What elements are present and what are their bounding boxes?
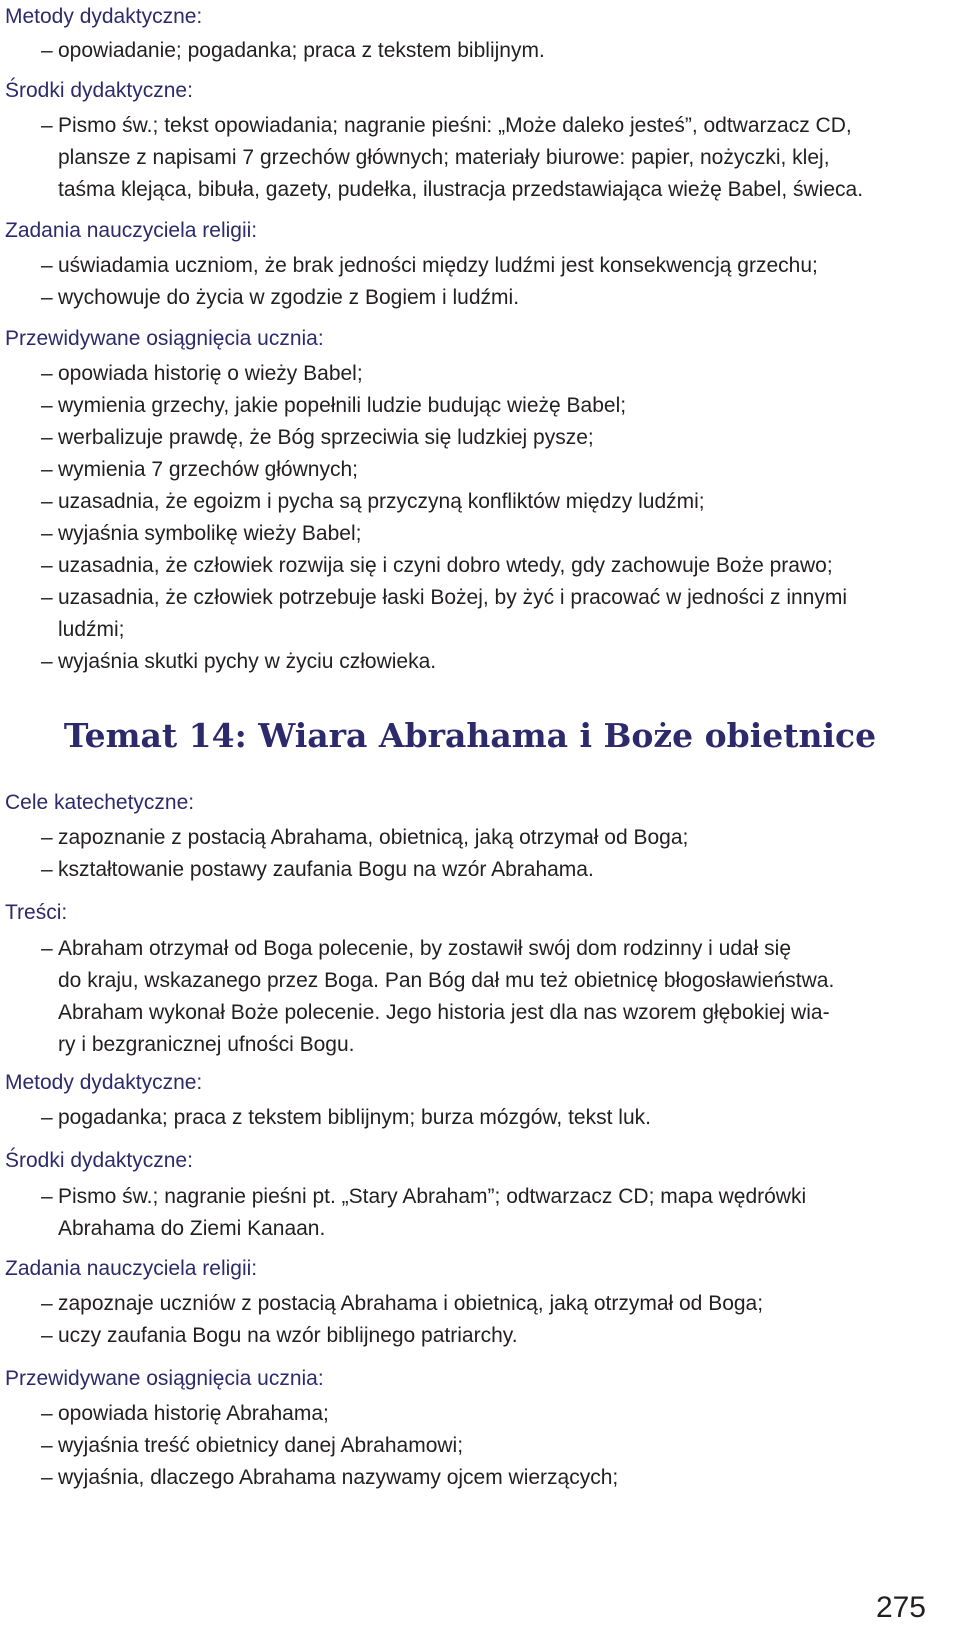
list-item: – werbalizuje prawdę, że Bóg sprzeciwia się ludzkiej pysze; [41, 426, 594, 449]
list-item: – wyjaśnia skutki pychy w życiu człowieka. [41, 650, 437, 673]
list-item-continuation: taśma klejąca, bibuła, gazety, pudełka, ilustracja przedstawiająca wieżę Babel, świeca. [58, 178, 864, 201]
list-item: – zapoznanie z postacią Abrahama, obietnicą, jaką otrzymał od Boga; [41, 826, 689, 849]
list-item-continuation: do kraju, wskazanego przez Boga. Pan Bóg dał mu też obietnicę błogosławieństwa. [58, 969, 835, 992]
list-item: – wyjaśnia treść obietnicy danej Abrahamowi; [41, 1434, 464, 1457]
list-item: – pogadanka; praca z tekstem biblijnym; burza mózgów, tekst luk. [41, 1106, 651, 1129]
section-heading: Przewidywane osiągnięcia ucznia: [5, 327, 324, 350]
list-item: – Pismo św.; nagranie pieśni pt. „Stary Abraham”; odtwarzacz CD; mapa wędrówki [41, 1185, 807, 1208]
list-item: – uczy zaufania Bogu na wzór biblijnego patriarchy. [41, 1324, 518, 1347]
cele-section [5, 788, 688, 886]
list-item: – wymienia 7 grzechów głównych; [41, 458, 358, 481]
list-item-continuation: Abrahama do Ziemi Kanaan. [58, 1217, 326, 1240]
section-heading: Treści: [5, 901, 68, 924]
list-item: – uzasadnia, że człowiek potrzebuje łaski Bożej, by żyć i pracować w jedności z innymi [41, 586, 848, 609]
list-item: – Pismo św.; tekst opowiadania; nagranie pieśni: „Może daleko jesteś”, odtwarzacz CD, [41, 114, 852, 137]
section-heading: Zadania nauczyciela religii: [5, 1257, 258, 1280]
osiagniecia-section-1 [5, 324, 847, 678]
zadania-section-1 [5, 216, 818, 314]
srodki-section-2 [5, 1146, 806, 1245]
list-item: – kształtowanie postawy zaufania Bogu na wzór Abrahama. [41, 858, 594, 881]
topic-title: Temat 14: Wiara Abrahama i Boże obietnice [63, 716, 877, 755]
topic-title-wrap [5, 716, 935, 756]
tresci-section [5, 898, 834, 1061]
list-item-continuation: Abraham wykonał Boże polecenie. Jego historia jest dla nas wzorem głębokiej wia- [58, 1001, 830, 1024]
list-item: – wyjaśnia, dlaczego Abrahama nazywamy ojcem wierzących; [41, 1466, 619, 1489]
section-heading: Zadania nauczyciela religii: [5, 219, 258, 242]
list-item: – opowiada historię o wieży Babel; [41, 362, 363, 385]
list-item-continuation: plansze z napisami 7 grzechów głównych; materiały biurowe: papier, nożyczki, klej, [58, 146, 830, 169]
section-heading: Metody dydaktyczne: [5, 1071, 203, 1094]
section-heading: Przewidywane osiągnięcia ucznia: [5, 1367, 324, 1390]
list-item: – uzasadnia, że człowiek rozwija się i czyni dobro wtedy, gdy zachowuje Boże prawo; [41, 554, 833, 577]
list-item: – opowiadanie; pogadanka; praca z tekstem biblijnym. [41, 39, 545, 62]
section-heading: Środki dydaktyczne: [5, 79, 193, 102]
section-heading: Cele katechetyczne: [5, 791, 195, 814]
list-item-continuation: ludźmi; [58, 618, 125, 641]
osiagniecia-section-2 [5, 1364, 618, 1494]
list-item: – Abraham otrzymał od Boga polecenie, by zostawił swój dom rodzinny i udał się [41, 937, 792, 960]
list-item: – uświadamia uczniom, że brak jedności między ludźmi jest konsekwencją grzechu; [41, 254, 818, 277]
list-item: – wymienia grzechy, jakie popełnili ludzie budując wieżę Babel; [41, 394, 627, 417]
list-item: – wyjaśnia symbolikę wieży Babel; [41, 522, 362, 545]
list-item: – zapoznaje uczniów z postacią Abrahama i obietnicą, jaką otrzymał od Boga; [41, 1292, 764, 1315]
list-item: – opowiada historię Abrahama; [41, 1402, 329, 1425]
srodki-section-1 [5, 76, 863, 206]
zadania-section-2 [5, 1254, 763, 1352]
list-item: – wychowuje do życia w zgodzie z Bogiem i ludźmi. [41, 286, 520, 309]
metody-section-1 [5, 2, 545, 67]
list-item-continuation: ry i bezgranicznej ufności Bogu. [58, 1033, 355, 1056]
metody-section-2 [5, 1068, 651, 1134]
section-heading: Środki dydaktyczne: [5, 1149, 193, 1172]
section-heading: Metody dydaktyczne: [5, 5, 203, 28]
list-item: – uzasadnia, że egoizm i pycha są przyczyną konfliktów między ludźmi; [41, 490, 705, 513]
page-number: 275 [875, 1591, 926, 1624]
